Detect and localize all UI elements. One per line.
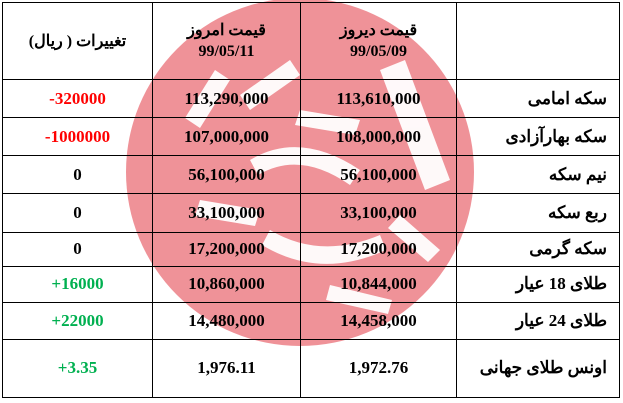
item-name-cell: طلای 24 عیار (457, 302, 620, 339)
header-yesterday-label: قیمت دیروز (339, 22, 418, 40)
item-name-cell: ربع سکه (457, 194, 620, 232)
header-row (3, 3, 620, 80)
change-cell: +3.35 (3, 339, 153, 397)
today-price-cell: 17,200,000 (153, 232, 301, 266)
header-yesterday-date: 99/05/09 (350, 43, 407, 61)
price-table (2, 2, 620, 398)
table-row (3, 156, 620, 194)
yesterday-price-cell: 1,972.76 (301, 339, 457, 397)
table-row (3, 266, 620, 302)
item-name-cell: سکه بهارآزادی (457, 118, 620, 156)
item-name-cell: طلای 18 عیار (457, 266, 620, 302)
yesterday-price-cell: 17,200,000 (301, 232, 457, 266)
item-name-cell: سکه گرمی (457, 232, 620, 266)
today-price-cell: 10,860,000 (153, 266, 301, 302)
today-price-cell: 33,100,000 (153, 194, 301, 232)
yesterday-price-cell: 108,000,000 (301, 118, 457, 156)
table-row (3, 339, 620, 397)
item-name-cell: سکه امامی (457, 80, 620, 118)
yesterday-price-cell: 113,610,000 (301, 80, 457, 118)
header-item (457, 3, 620, 80)
today-price-cell: 56,100,000 (153, 156, 301, 194)
header-change: تغییرات ( ریال) (3, 3, 153, 80)
change-cell: 0 (3, 194, 153, 232)
change-cell: 0 (3, 156, 153, 194)
yesterday-price-cell: 56,100,000 (301, 156, 457, 194)
table-row (3, 232, 620, 266)
header-today (153, 3, 301, 80)
table-row (3, 302, 620, 339)
yesterday-price-cell: 33,100,000 (301, 194, 457, 232)
today-price-cell: 107,000,000 (153, 118, 301, 156)
change-cell: -1000000 (3, 118, 153, 156)
header-today-date: 99/05/11 (198, 43, 255, 61)
table-row (3, 80, 620, 118)
today-price-cell: 1,976.11 (153, 339, 301, 397)
today-price-cell: 113,290,000 (153, 80, 301, 118)
item-name-cell: نیم سکه (457, 156, 620, 194)
change-cell: +16000 (3, 266, 153, 302)
table-row (3, 194, 620, 232)
header-yesterday (301, 3, 457, 80)
yesterday-price-cell: 10,844,000 (301, 266, 457, 302)
header-today-label: قیمت امروز (187, 22, 266, 40)
today-price-cell: 14,480,000 (153, 302, 301, 339)
item-name-cell: اونس طلای جهانی (457, 339, 620, 397)
table-row (3, 118, 620, 156)
change-cell: -320000 (3, 80, 153, 118)
change-cell: +22000 (3, 302, 153, 339)
yesterday-price-cell: 14,458,000 (301, 302, 457, 339)
change-cell: 0 (3, 232, 153, 266)
